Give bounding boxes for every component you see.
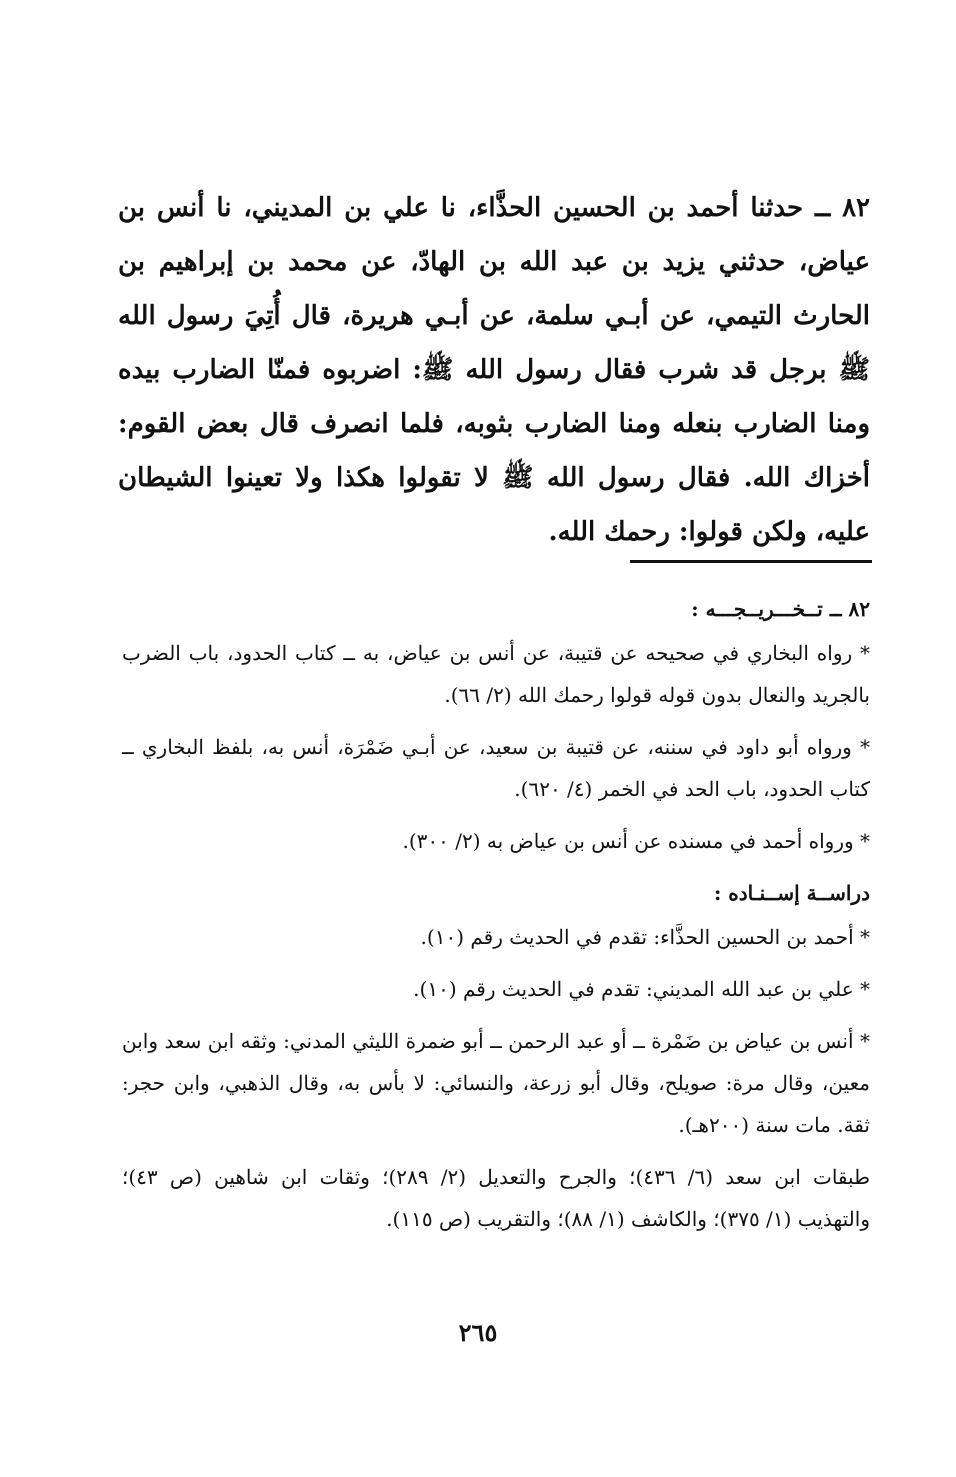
hadith-text: ٨٢ ــ حدثنا أحمد بن الحسين الحذَّاء، نا علي بن المديني، نا أنس بن عياض، حدثني يزيد بن عبد الله بن الهادّ، عن محمد بن إبراهيم بن الحارث التيمي، عن أبـي سلمة، عن أبـي هريرة، قال أُتِيَ رسول الله ﷺ برجل قد شرب فقال رسول الله ﷺ: اضربوه فمنّا الضارب بيده ومنا الضارب بنعله ومنا الضارب بثوبه، فلما انصرف قال بعض القوم: أخزاك الله. فقال رسول الله ﷺ لا تقولوا هكذا ولا تعينوا الشيطان عليه، ولكن قولوا: رحمك الله.: [118, 193, 870, 547]
footnote-divider: [630, 560, 872, 563]
dirasa-heading: دراســة إســنـاده :: [713, 881, 870, 905]
takhrij-heading: ٨٢ ــ تــخـــريــجـــه :: [691, 597, 870, 621]
narrator-item: * أحمد بن الحسين الحذَّاء: تقدم في الحديث رقم (١٠).: [420, 925, 870, 949]
takhrij-item: * ورواه أبو داود في سننه، عن قتيبة بن سعيد، عن أبـي ضَمْرَة، أنس به، بلفظ البخاري ــ كتاب الحدود، باب الحد في الخمر (٤/ ٦٢٠).: [122, 735, 870, 801]
takhrij-item: * رواه البخاري في صحيحه عن قتيبة، عن أنس بن عياض، به ــ كتاب الحدود، باب الضرب بالجريد والنعال بدون قوله قولوا رحمك الله (٢/ ٦٦).: [122, 641, 870, 707]
takhrij-item: * ورواه أحمد في مسنده عن أنس بن عياض به (٢/ ٣٠٠).: [402, 829, 870, 853]
narrator-item: * علي بن عبد الله المديني: تقدم في الحديث رقم (١٠).: [413, 977, 870, 1001]
footnotes-block: [122, 588, 870, 1250]
hadith-text-block: [118, 181, 870, 559]
page-number: ٢٦٥: [458, 1318, 498, 1347]
narrator-item: * أنس بن عياض بن ضَمْرة ــ أو عبد الرحمن ــ أبو ضمرة الليثي المدني: وثقه ابن سعد وابن معين، وقال مرة: صويلح، وقال أبو زرعة، والنسائي: لا بأس به، وقال الذهبي، وابن حجر: ثقة. مات سنة (٢٠٠هـ).: [122, 1029, 870, 1137]
narrator-sources: طبقات ابن سعد (٦/ ٤٣٦)؛ والجرح والتعديل (٢/ ٢٨٩)؛ وثقات ابن شاهين (ص ٤٣)؛ والتهذيب (١/ ٣٧٥)؛ والكاشف (١/ ٨٨)؛ والتقريب (ص ١١٥).: [122, 1165, 870, 1231]
